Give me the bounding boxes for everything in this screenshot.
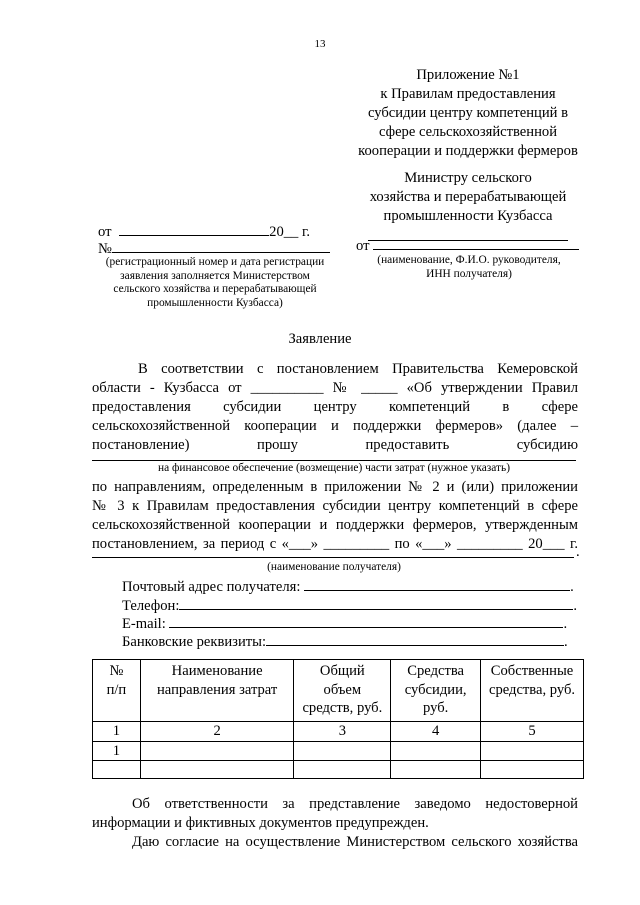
appendix-line: кооперации и поддержки фермеров — [358, 143, 578, 159]
recipient-field[interactable] — [92, 557, 574, 558]
table-cell[interactable] — [294, 761, 391, 779]
paragraph-line: сельскохозяйственной кооперации и поддержки фермеров» (далее – — [92, 418, 578, 434]
header-line: Наименование — [171, 663, 263, 679]
paragraph-line: Об ответственности за представление заведомо недостоверной — [132, 796, 578, 812]
responsibility-paragraph — [92, 795, 578, 852]
paragraph-line: № 3 к Правилам предоставления субсидии центру компетенций в сфере — [92, 498, 578, 514]
paragraph-line: постановление) прошу предоставить субсидию — [92, 437, 578, 453]
email-field[interactable] — [169, 614, 563, 628]
contact-end: . — [573, 598, 578, 614]
numbering-cell: 4 — [391, 722, 481, 742]
header-line: средств, руб. — [302, 700, 383, 716]
table-header-row — [93, 660, 584, 722]
postal-address-label: Почтовый адрес получателя: — [122, 579, 301, 595]
registration-note-line: (регистрационный номер и дата регистрации — [105, 256, 325, 268]
registration-note — [92, 256, 338, 310]
appendix-header — [338, 66, 598, 161]
numbering-cell: 1 — [93, 722, 141, 742]
registration-note-line: сельского хозяйства и перерабатывающей — [113, 283, 317, 295]
directions-paragraph — [92, 478, 578, 554]
table-cell[interactable] — [93, 761, 141, 779]
expenses-table — [92, 659, 584, 779]
email-label: E-mail: — [122, 616, 166, 632]
header-cell-subsidy — [391, 660, 481, 722]
addressee-line: промышленности Кузбасса — [383, 208, 553, 224]
table-numbering-row — [93, 722, 584, 742]
registration-date-field[interactable] — [119, 222, 269, 236]
paragraph-line: В соответствии с постановлением Правительства Кемеровской — [138, 361, 578, 377]
application-paragraph — [92, 360, 578, 455]
bank-details-row — [122, 632, 568, 652]
recipient-end-dot: . — [576, 544, 580, 560]
addressee-line: хозяйства и перерабатывающей — [369, 189, 567, 205]
header-line: Средства — [407, 663, 465, 679]
paragraph-line: по направлениям, определенным в приложении № 2 и (или) приложении — [92, 479, 578, 495]
table-row — [93, 741, 584, 761]
header-line: субсидии, — [404, 681, 467, 698]
paragraph-line: предоставления субсидии центру компетенций в сфере — [92, 399, 578, 415]
sender-note — [356, 254, 582, 281]
appendix-line: субсидии центру компетенций в — [367, 105, 569, 121]
registration-note-line: заявления заполняется Министерством — [120, 269, 310, 282]
purpose-field[interactable] — [92, 460, 576, 461]
header-line: № — [109, 663, 124, 679]
postal-address-row — [122, 577, 574, 597]
table-row — [93, 761, 584, 779]
header-cell-direction — [140, 660, 294, 722]
table-cell[interactable] — [140, 741, 294, 761]
bank-details-label: Банковские реквизиты: — [122, 634, 266, 650]
header-line: Общий — [319, 663, 365, 679]
table-cell[interactable] — [481, 761, 584, 779]
header-line: п/п — [106, 681, 127, 698]
table-cell[interactable] — [481, 741, 584, 761]
phone-label: Телефон: — [122, 598, 180, 614]
phone-row — [122, 596, 577, 616]
bank-details-field[interactable] — [266, 632, 564, 646]
email-row — [122, 614, 567, 634]
sender-note-line: ИНН получателя) — [426, 267, 512, 280]
header-line: объем — [323, 681, 362, 698]
paragraph-line: постановлением, за период с «___» _________ по «___» _________ 20___ г. — [92, 536, 578, 552]
appendix-line: к Правилам предоставления — [380, 86, 556, 102]
contact-end: . — [570, 579, 574, 595]
registration-number-field[interactable] — [112, 239, 330, 253]
appendix-line: сфере сельскохозяйственной — [378, 124, 558, 140]
header-cell-total — [294, 660, 391, 722]
contact-end: . — [564, 634, 568, 650]
header-line: руб. — [422, 700, 449, 716]
sender-row — [356, 236, 579, 255]
document-title: Заявление — [288, 331, 352, 347]
table-cell[interactable] — [140, 761, 294, 779]
header-line: средства, руб. — [488, 681, 576, 698]
sender-from-label: от — [356, 238, 370, 254]
numbering-cell: 5 — [481, 722, 584, 742]
page-number: 13 — [314, 38, 326, 50]
table-cell[interactable] — [294, 741, 391, 761]
contact-end: . — [563, 616, 568, 632]
header-line: направления затрат — [156, 681, 278, 698]
purpose-note: на финансовое обеспечение (возмещение) части затрат (нужное указать) — [158, 462, 510, 474]
paragraph-line: информации и фиктивных документов предупрежден. — [92, 815, 429, 831]
registration-note-line: промышленности Кузбасса) — [147, 296, 283, 309]
from-label: от — [98, 224, 112, 240]
recipient-note: (наименование получателя) — [267, 561, 401, 573]
number-label: № — [98, 241, 112, 257]
table-cell[interactable] — [391, 761, 481, 779]
table-cell[interactable]: 1 — [93, 741, 141, 761]
postal-address-field[interactable] — [304, 577, 570, 591]
paragraph-line: Даю согласие на осуществление Министерством сельского хозяйства — [132, 834, 578, 850]
header-line: Собственные — [490, 663, 574, 679]
appendix-line: Приложение №1 — [416, 67, 520, 83]
table-cell[interactable] — [391, 741, 481, 761]
numbering-cell: 3 — [294, 722, 391, 742]
registration-year-label: 20__ г. — [269, 224, 310, 240]
sender-field[interactable] — [373, 236, 579, 250]
header-cell-number — [93, 660, 141, 722]
phone-field[interactable] — [179, 596, 573, 610]
header-cell-own-funds — [481, 660, 584, 722]
paragraph-line: области - Кузбасса от __________ № _____ «Об утверждении Правил — [92, 380, 578, 396]
sender-note-line: (наименование, Ф.И.О. руководителя, — [377, 254, 561, 266]
numbering-cell: 2 — [140, 722, 294, 742]
addressee-line: Министру сельского — [404, 170, 532, 186]
paragraph-line: сельскохозяйственной кооперации и поддержки фермеров, утвержденным — [92, 517, 578, 533]
addressee-block — [338, 169, 598, 241]
